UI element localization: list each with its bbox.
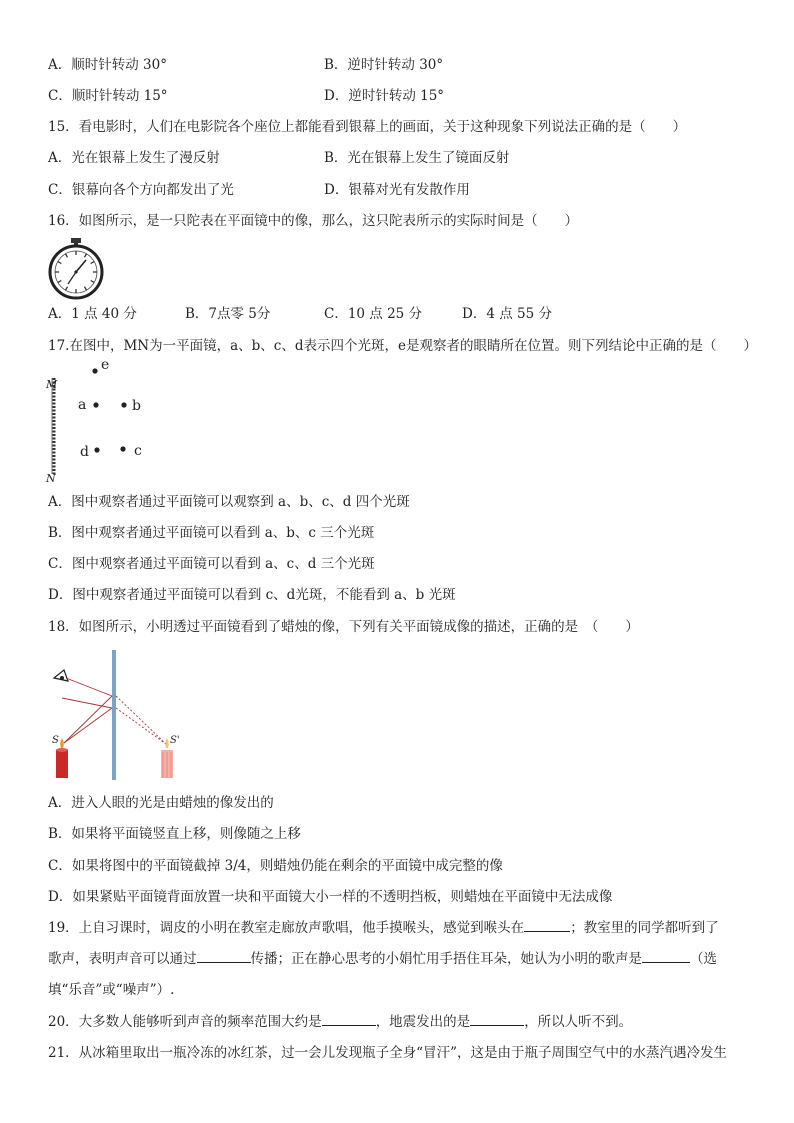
- mirror-spots-figure: [44, 356, 154, 486]
- q20-text-1: 20．大多数人能够听到声音的频率范围大约是: [48, 1014, 322, 1030]
- q16-option-d: D．4 点 55 分: [462, 306, 552, 322]
- q14-option-d: D．逆时针转动 15°: [324, 88, 445, 104]
- mirror-label-m: M: [46, 378, 58, 391]
- q15-option-a: A．光在银幕上发生了漫反射: [48, 150, 220, 166]
- q18-option-d: D．如果紧贴平面镜背面放置一块和平面镜大小一样的不透明挡板，则蜡烛在平面镜中无法成像: [48, 889, 613, 905]
- q16-stem: 16．如图所示，是一只陀表在平面镜中的像，那么，这只陀表所示的实际时间是（ ）: [48, 213, 579, 229]
- q20-blank-2[interactable]: [470, 1013, 524, 1026]
- q14-option-a: A．顺时针转动 30°: [48, 57, 167, 73]
- spot-c-label: c: [134, 443, 142, 459]
- q19-blank-3[interactable]: [642, 950, 690, 963]
- q15-stem: 15．看电影时，人们在电影院各个座位上都能看到银幕上的画面，关于这种现象下列说法正确的是（ ）: [48, 119, 687, 135]
- spot-b-label: b: [132, 398, 141, 414]
- q19-text-2: ；教室里的同学都听到了: [570, 920, 719, 936]
- q17-option-b: B．图中观察者通过平面镜可以看到 a、b、c 三个光斑: [48, 525, 375, 541]
- spot-d-label: d: [80, 444, 89, 460]
- q20-text-2: ，地震发出的是: [375, 1014, 471, 1030]
- q16-option-a: A．1 点 40 分: [48, 306, 137, 322]
- q19-blank-2[interactable]: [197, 950, 251, 963]
- q21-line: 21．从冰箱里取出一瓶冷冻的冰红茶，过一会儿发现瓶子全身“冒汗”，这是由于瓶子周围空气中的水蒸汽遇冷发生: [48, 1045, 727, 1061]
- candle-label-s: S: [52, 735, 59, 746]
- q19-line-2: [48, 950, 717, 968]
- q18-option-c: C．如果将图中的平面镜截掉 3/4，则蜡烛仍能在剩余的平面镜中成完整的像: [48, 858, 503, 874]
- q19-blank-1[interactable]: [524, 919, 570, 932]
- spot-e-label: e: [101, 357, 110, 373]
- q18-option-b: B．如果将平面镜竖直上移，则像随之上移: [48, 826, 301, 842]
- q19-text-1: 19．上自习课时，调皮的小明在教室走廊放声歌唱，他手摸喉头，感觉到喉头在: [48, 920, 525, 936]
- q17-option-d: D．图中观察者通过平面镜可以看到 c、d光斑，不能看到 a、b 光斑: [48, 587, 456, 603]
- q19-line-3: 填“乐音”或“噪声”）.: [48, 982, 175, 998]
- q18-stem: 18．如图所示，小明透过平面镜看到了蜡烛的像，下列有关平面镜成像的描述，正确的是 （ ）: [48, 619, 639, 635]
- spot-a-label: a: [78, 397, 87, 413]
- q20-text-3: ，所以人听不到。: [524, 1014, 633, 1030]
- q15-option-b: B．光在银幕上发生了镜面反射: [324, 150, 510, 166]
- image-label-s-prime: S': [170, 735, 180, 746]
- q16-option-c: C．10 点 25 分: [324, 306, 423, 322]
- q16-option-b: B．7点零 5分: [185, 306, 271, 322]
- q19-text-3: 歌声，表明声音可以通过: [48, 951, 197, 967]
- q14-option-c: C．顺时针转动 15°: [48, 88, 168, 104]
- q19-line-1: [48, 919, 719, 937]
- q18-option-a: A．进入人眼的光是由蜡烛的像发出的: [48, 795, 274, 811]
- stopwatch-figure: [46, 236, 108, 300]
- q17-option-c: C．图中观察者通过平面镜可以看到 a、c、d 三个光斑: [48, 556, 375, 572]
- q17-option-a: A．图中观察者通过平面镜可以观察到 a、b、c、d 四个光斑: [48, 494, 410, 510]
- q14-option-b: B．逆时针转动 30°: [324, 57, 444, 73]
- q20-blank-1[interactable]: [322, 1013, 376, 1026]
- q15-option-c: C．银幕向各个方向都发出了光: [48, 182, 234, 198]
- q15-option-d: D．银幕对光有发散作用: [324, 182, 470, 198]
- q17-stem: 17.在图中，MN为一平面镜，a、b、c、d表示四个光斑，e是观察者的眼睛所在位置。则下列结论中正确的是（ ）: [48, 338, 757, 354]
- q20-line: [48, 1013, 632, 1031]
- candle-mirror-figure: [44, 648, 194, 782]
- mirror-label-n: N: [46, 472, 56, 485]
- q19-text-5: （选: [690, 951, 717, 967]
- q19-text-4: 传播；正在静心思考的小娟忙用手捂住耳朵，她认为小明的歌声是: [250, 951, 642, 967]
